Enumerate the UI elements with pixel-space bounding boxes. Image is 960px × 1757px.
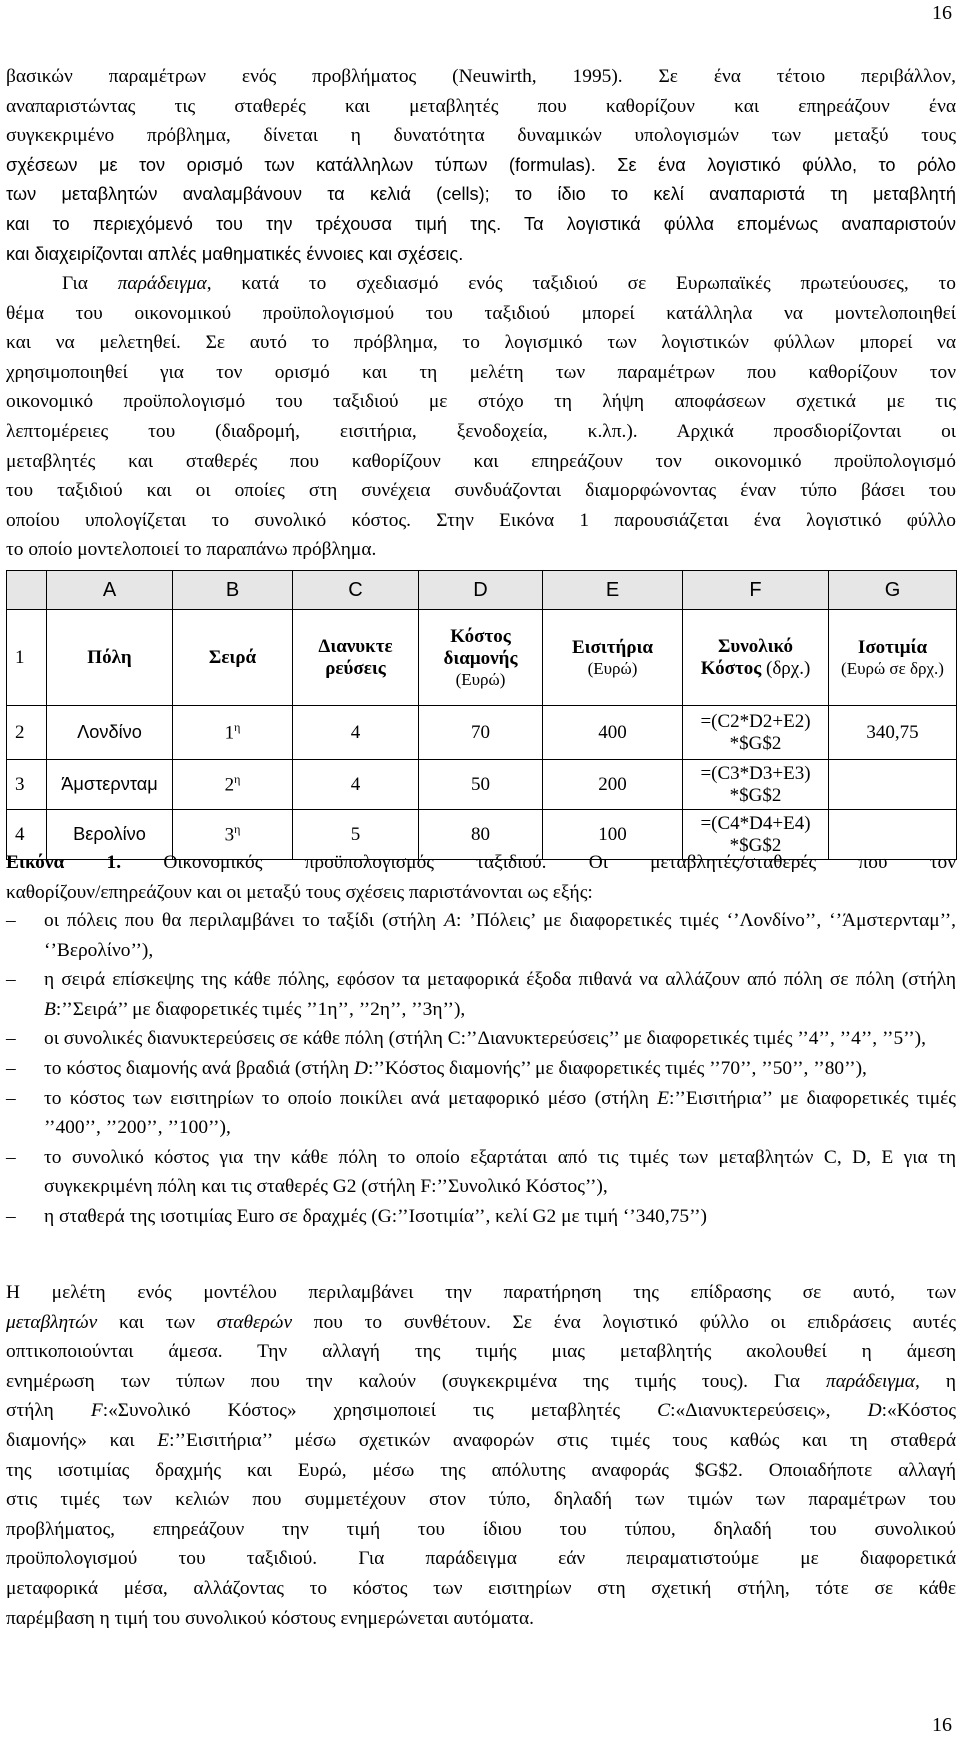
- cell-d3: 50: [419, 760, 543, 810]
- cell-c4: 5: [293, 810, 419, 860]
- text-line: μεταφορικά μέσα, αλλάζοντας το κόστος των εισιτηρίων στη σχετική στήλη, τότε σε κάθε: [6, 1577, 956, 1599]
- sheet-row-2: [7, 706, 957, 760]
- list-item: – το κόστος διαμονής ανά βραδιά (στήλη D:’’Κόστος διαμονής’’ με διαφορετικές τιμές ’’70’’, ’’50’’, ’’80’’),: [6, 1054, 956, 1084]
- list-item: – οι πόλεις που θα περιλαμβάνει το ταξίδι (στήλη A: ’Πόλεις’ με διαφορετικές τιμές ‘’Λονδίνο’’, ‘’Άμστερνταμ’’, ‘’Βερολίνο’’),: [6, 906, 956, 965]
- text-line: προϋπολογισμού του ταξιδιού. Για παράδειγμα εάν πειραματιστούμε με διαφορετικά: [6, 1548, 956, 1570]
- text-line: οποίου υπολογίζεται το συνολικό κόστος. Στην Εικόνα 1 παρουσιάζεται ένα λογιστικό φύλλο: [6, 509, 956, 531]
- text-line: μεταβλητές και σταθερές που καθορίζουν και επηρεάζουν τον οικονομικό προϋπολογισμό: [6, 450, 956, 472]
- spreadsheet-figure: [6, 570, 957, 860]
- text-line: και το περιεχόμενό του την τρέχουσα τιμή της. Τα λογιστικά φύλλα επομένως αναπαριστούν: [6, 213, 956, 234]
- caption-line: Εικόνα 1. Οικονομικός προϋπολογισμός ταξιδιού. Οι μεταβλητές/σταθερές που τον: [6, 852, 956, 873]
- cell-f4: =(C4*D4+E4) *$G$2: [683, 810, 829, 860]
- cell-b1: Σειρά: [173, 610, 293, 706]
- cell-a1: Πόλη: [47, 610, 173, 706]
- cell-c2: 4: [293, 706, 419, 760]
- text-line: και διαχειρίζονται απλές μαθηματικές έννοιες και σχέσεις.: [6, 243, 464, 264]
- list-item: – το συνολικό κόστος για την κάθε πόλη το οποίο εξαρτάται από τις τιμές των μεταβλητών C, D, E για τη συγκεκριμένη πόλη και τις σταθερές G2 (στήλη F:’’Συνολικό Κόστος’’),: [6, 1143, 956, 1202]
- page-number-bottom: 16: [932, 1714, 952, 1736]
- intro-paragraph: [6, 62, 956, 269]
- text-line: βασικών παραμέτρων ενός προβλήματος (Neuwirth, 1995). Σε ένα τέτοιο περιβάλλον,: [6, 66, 956, 87]
- cell-g3: [829, 760, 957, 810]
- cell-g1: Ισοτιμία (Ευρώ σε δρχ.): [829, 610, 957, 706]
- text-line: το οποίο μοντελοποιεί το παραπάνω πρόβλημα.: [6, 539, 377, 561]
- text-line: προβλήματος, επηρεάζουν την τιμή του ίδιου του τύπου, δηλαδή του συνολικού: [6, 1518, 956, 1540]
- column-header: C: [293, 571, 419, 610]
- cell-d2: 70: [419, 706, 543, 760]
- cell-g2: 340,75: [829, 706, 957, 760]
- closing-paragraph: [6, 1278, 956, 1633]
- row-header: 4: [7, 810, 47, 860]
- row-header: 3: [7, 760, 47, 810]
- cell-e4: 100: [543, 810, 683, 860]
- text-line: των μεταβλητών αναλαμβάνουν τα κελιά (cells); το ίδιο το κελί αναπαριστά τη μεταβλητή: [6, 184, 956, 205]
- text-line: της ισοτιμίας δραχμής και Ευρώ, μέσω της απόλυτης αναφοράς $G$2. Οποιαδήποτε αλλαγή: [6, 1459, 956, 1481]
- text-line: ενημέρωση των τύπων που την καλούν (συγκεκριμένα της τιμής τους). Για παράδειγμα, η: [6, 1370, 956, 1392]
- cell-f1: Συνολικό Κόστος (δρχ.): [683, 610, 829, 706]
- cell-e1: Εισιτήρια (Ευρώ): [543, 610, 683, 706]
- column-header: F: [683, 571, 829, 610]
- cell-a2: Λονδίνο: [47, 706, 173, 760]
- text-line: θέμα του οικονομικού προϋπολογισμού του ταξιδιού μπορεί κατάλληλα να μοντελοποιηθεί: [6, 302, 956, 324]
- text-line: σχέσεων με τον ορισμό των κατάλληλων τύπων (formulas). Σε ένα λογιστικό φύλλο, το ρόλο: [6, 154, 956, 175]
- cell-b4: $3^\eta$: [173, 810, 293, 860]
- corner-cell: [7, 571, 47, 610]
- cell-c3: 4: [293, 760, 419, 810]
- text-line: χρησιμοποιηθεί για τον ορισμό και τη μελέτη των παραμέτρων που καθορίζουν τον: [6, 361, 956, 383]
- text-line: οπτικοποιούνται άμεσα. Την αλλαγή της τιμής μιας μεταβλητής ακολουθεί η άμεση: [6, 1341, 956, 1363]
- column-header: G: [829, 571, 957, 610]
- cell-d4: 80: [419, 810, 543, 860]
- figure-caption: [6, 848, 956, 907]
- column-header: E: [543, 571, 683, 610]
- text-line: οικονομικό προϋπολογισμό του ταξιδιού με στόχο τη λήψη αποφάσεων σχετικά με τις: [6, 391, 956, 413]
- row-header: 1: [7, 610, 47, 706]
- cell-c1: Διανυκτε ρεύσεις: [293, 610, 419, 706]
- cell-e2: 400: [543, 706, 683, 760]
- column-header: A: [47, 571, 173, 610]
- text-line: και να μελετηθεί. Σε αυτό το πρόβλημα, το λογισμικό των λογιστικών φύλλων μπορεί να: [6, 332, 956, 354]
- column-header: D: [419, 571, 543, 610]
- list-item: – οι συνολικές διανυκτερεύσεις σε κάθε πόλη (στήλη C:’’Διανυκτερεύσεις’’ με διαφορετικές τιμές ’’4’’, ’’4’’, ’’5’’),: [6, 1024, 956, 1054]
- text-line: μεταβλητών και των σταθερών που το συνθέτουν. Σε ένα λογιστικό φύλλο οι επιδράσεις αυτές: [6, 1311, 957, 1333]
- cell-f2: =(C2*D2+E2) *$G$2: [683, 706, 829, 760]
- text-line: Για παράδειγμα, κατά το σχεδιασμό ενός ταξιδιού σε Ευρωπαϊκές πρωτεύουσες, το: [62, 273, 956, 294]
- column-header: B: [173, 571, 293, 610]
- cell-e3: 200: [543, 760, 683, 810]
- cell-b3: $2^\eta$: [173, 760, 293, 810]
- cell-a3: Άμστερνταμ: [47, 760, 173, 810]
- cell-f3: =(C3*D3+E3) *$G$2: [683, 760, 829, 810]
- text-line: διαμονής» και E:’’Εισιτήρια’’ μέσω σχετικών αναφορών στις τιμές τους καθώς και τη σταθερά: [6, 1429, 956, 1451]
- list-item: – η σταθερά της ισοτιμίας Euro σε δραχμές (G:’’Ισοτιμία’’, κελί G2 με τιμή ‘’340,75’’): [6, 1202, 956, 1232]
- example-paragraph: [6, 269, 956, 565]
- text-line: λεπτομέρειες του (διαδρομή, εισιτήρια, ξενοδοχεία, κ.λπ.). Αρχικά προσδιορίζονται οι: [6, 420, 956, 442]
- caption-label: Εικόνα 1.: [6, 852, 122, 873]
- text-line: Η μελέτη ενός μοντέλου περιλαμβάνει την παρατήρηση της επίδρασης σε αυτό, των: [6, 1282, 956, 1303]
- sheet-row-3: [7, 760, 957, 810]
- text-line: συγκεκριμένο πρόβλημα, δίνεται η δυνατότητα δυναμικών υπολογισμών των μεταξύ τους: [6, 125, 956, 147]
- text-line: στις τιμές των κελιών που συμμετέχουν στον τύπο, δηλαδή των τιμών των παραμέτρων του: [6, 1489, 956, 1511]
- page-number-top: 16: [932, 2, 952, 24]
- text-line: στήλη F:«Συνολικό Κόστος» χρησιμοποιεί τις μεταβλητές C:«Διανυκτερεύσεις», D:«Κόστος: [6, 1400, 956, 1422]
- text-line: του ταξιδιού και οι οποίες στη συνέχεια συνδυάζονται διαμορφώνοντας έναν τύπο βάσει του: [6, 480, 956, 502]
- row-header: 2: [7, 706, 47, 760]
- text-line: παρέμβαση η τιμή του συνολικού κόστους ενημερώνεται αυτόματα.: [6, 1607, 534, 1629]
- list-item: – η σειρά επίσκεψης της κάθε πόλης, εφόσον τα μεταφορικά έξοδα πιθανά να αλλάζουν από πόλη σε πόλη (στήλη B:’’Σειρά’’ με διαφορετικές τιμές ’’1η’’, ’’2η’’, ’’3η’’),: [6, 965, 956, 1024]
- cell-b2: $1^\eta$: [173, 706, 293, 760]
- caption-line: καθορίζουν/επηρεάζουν και οι μεταξύ τους σχέσεις παριστάνονται ως εξής:: [6, 881, 593, 903]
- column-header-row: [7, 571, 957, 610]
- list-item: – το κόστος των εισιτηρίων το οποίο ποικίλει ανά μεταφορικό μέσο (στήλη E:’’Εισιτήρια’’ με διαφορετικές τιμές ’’400’’, ’’200’’, ’’100’’),: [6, 1084, 956, 1143]
- cell-d1: Κόστος διαμονής (Ευρώ): [419, 610, 543, 706]
- text-line: αναπαριστώντας τις σταθερές και μεταβλητές που καθορίζουν και επηρεάζουν ένα: [6, 95, 956, 117]
- cell-a4: Βερολίνο: [47, 810, 173, 860]
- variables-list: [6, 906, 956, 1232]
- sheet-row-1: [7, 610, 957, 706]
